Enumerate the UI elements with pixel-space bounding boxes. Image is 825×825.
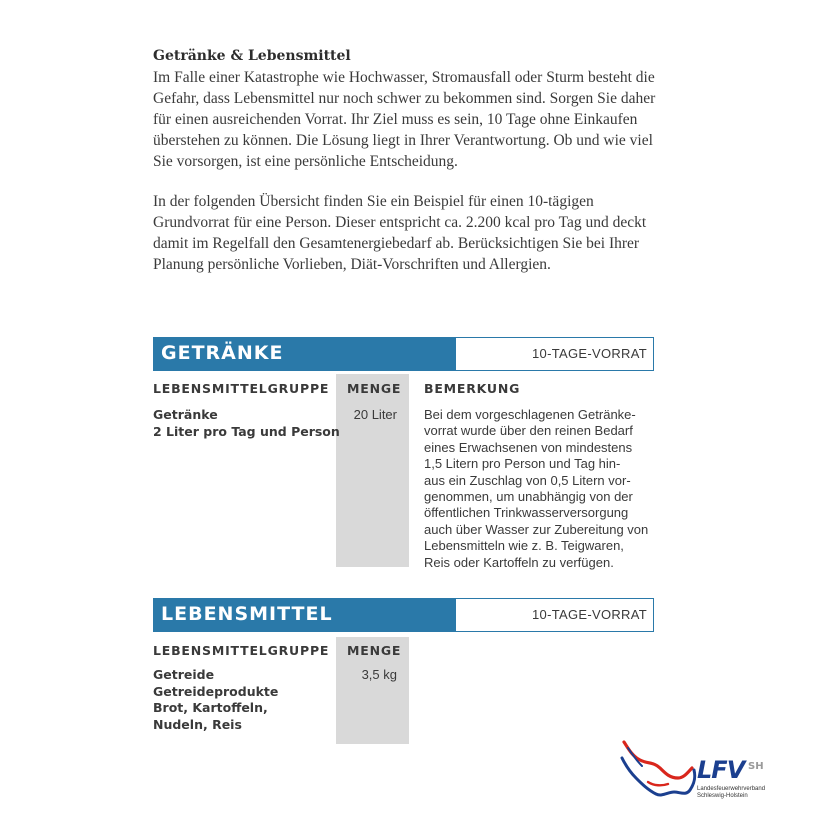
- logo-subtitle-line-2: Schleswig-Holstein: [697, 793, 748, 799]
- remark-line: Lebensmitteln wie z. B. Teigwaren,: [424, 538, 624, 554]
- drinks-banner-tag: 10-TAGE-VORRAT: [532, 346, 647, 361]
- drinks-group-cell: [153, 407, 340, 440]
- remark-line: 1,5 Litern pro Person und Tag hin-: [424, 456, 621, 472]
- food-banner-tag: 10-TAGE-VORRAT: [532, 607, 647, 622]
- drinks-quantity-column: [336, 374, 409, 567]
- remark-line: aus ein Zuschlag von 0,5 Litern vor-: [424, 472, 631, 488]
- food-group-line: Nudeln, Reis: [153, 716, 242, 732]
- food-col-group-header: LEBENSMITTELGRUPPE: [153, 643, 330, 658]
- intro-paragraph-2: In der folgenden Übersicht finden Sie ein Beispiel für einen 10-tägigen Grundvorrat für eine Person. Dieser entspricht ca. 2.200 kcal pro Tag und deckt damit im Regelfall den Gesamtenergiebedarf ab. Berücksichtigen Sie bei Ihrer Planung persönliche Vorlieben, Diät-Vorschriften und Allergien.: [153, 193, 647, 273]
- food-group-line: Getreideprodukte: [153, 683, 279, 699]
- logo-subtitle: [697, 786, 765, 800]
- food-banner: [153, 598, 654, 632]
- remark-line: Bei dem vorgeschlagenen Getränke-: [424, 407, 636, 422]
- drinks-banner: [153, 337, 654, 371]
- intro-paragraph-1: Im Falle einer Katastrophe wie Hochwasser, Stromausfall oder Sturm besteht die Gefahr, dass Lebensmittel nur noch schwer zu bekommen sind. Sorgen Sie daher für einen ausreichenden Vorrat. Ihr Ziel muss es sein, 10 Tage ohne Einkaufen überstehen zu können. Die Lösung liegt in Ihrer Verantwortung. Ob und wie viel Sie vorsorgen, ist eine persönliche Entscheidung.: [153, 69, 656, 170]
- section-heading: Getränke & Lebensmittel: [153, 48, 351, 64]
- logo-wordmark: LFV: [697, 756, 745, 784]
- drinks-banner-title: GETRÄNKE: [154, 338, 456, 370]
- drinks-col-qty-header: MENGE: [347, 381, 402, 396]
- remark-line: öffentlichen Trinkwasserversorgung: [424, 505, 629, 521]
- remark-line: auch über Wasser zur Zubereitung von: [424, 521, 649, 537]
- intro-section: [153, 46, 673, 275]
- remark-line: genommen, um unabhängig von der: [424, 489, 633, 505]
- food-group-cell: [153, 667, 278, 733]
- drinks-group-line-2: 2 Liter pro Tag und Person: [153, 423, 340, 439]
- logo-suffix: SH: [748, 761, 764, 772]
- drinks-group-line-1: Getränke: [153, 407, 218, 422]
- food-group-line: Getreide: [153, 667, 215, 682]
- food-col-qty-header: MENGE: [347, 643, 402, 658]
- drinks-col-remark-header: BEMERKUNG: [424, 381, 521, 396]
- remark-line: Reis oder Kartoffeln zu verfügen.: [424, 554, 614, 570]
- remark-line: eines Erwachsenen von mindestens: [424, 439, 633, 455]
- food-group-line: Brot, Kartoffeln,: [153, 700, 268, 715]
- drinks-qty-cell: 20 Liter: [353, 407, 397, 422]
- logo-subtitle-line-1: Landesfeuerwehrverband: [697, 786, 766, 792]
- remark-line: vorrat wurde über den reinen Bedarf: [424, 423, 633, 439]
- food-banner-title: LEBENSMITTEL: [154, 599, 456, 631]
- drinks-remark-cell: [424, 407, 656, 571]
- drinks-col-group-header: LEBENSMITTELGRUPPE: [153, 381, 330, 396]
- food-qty-cell: 3,5 kg: [361, 667, 397, 682]
